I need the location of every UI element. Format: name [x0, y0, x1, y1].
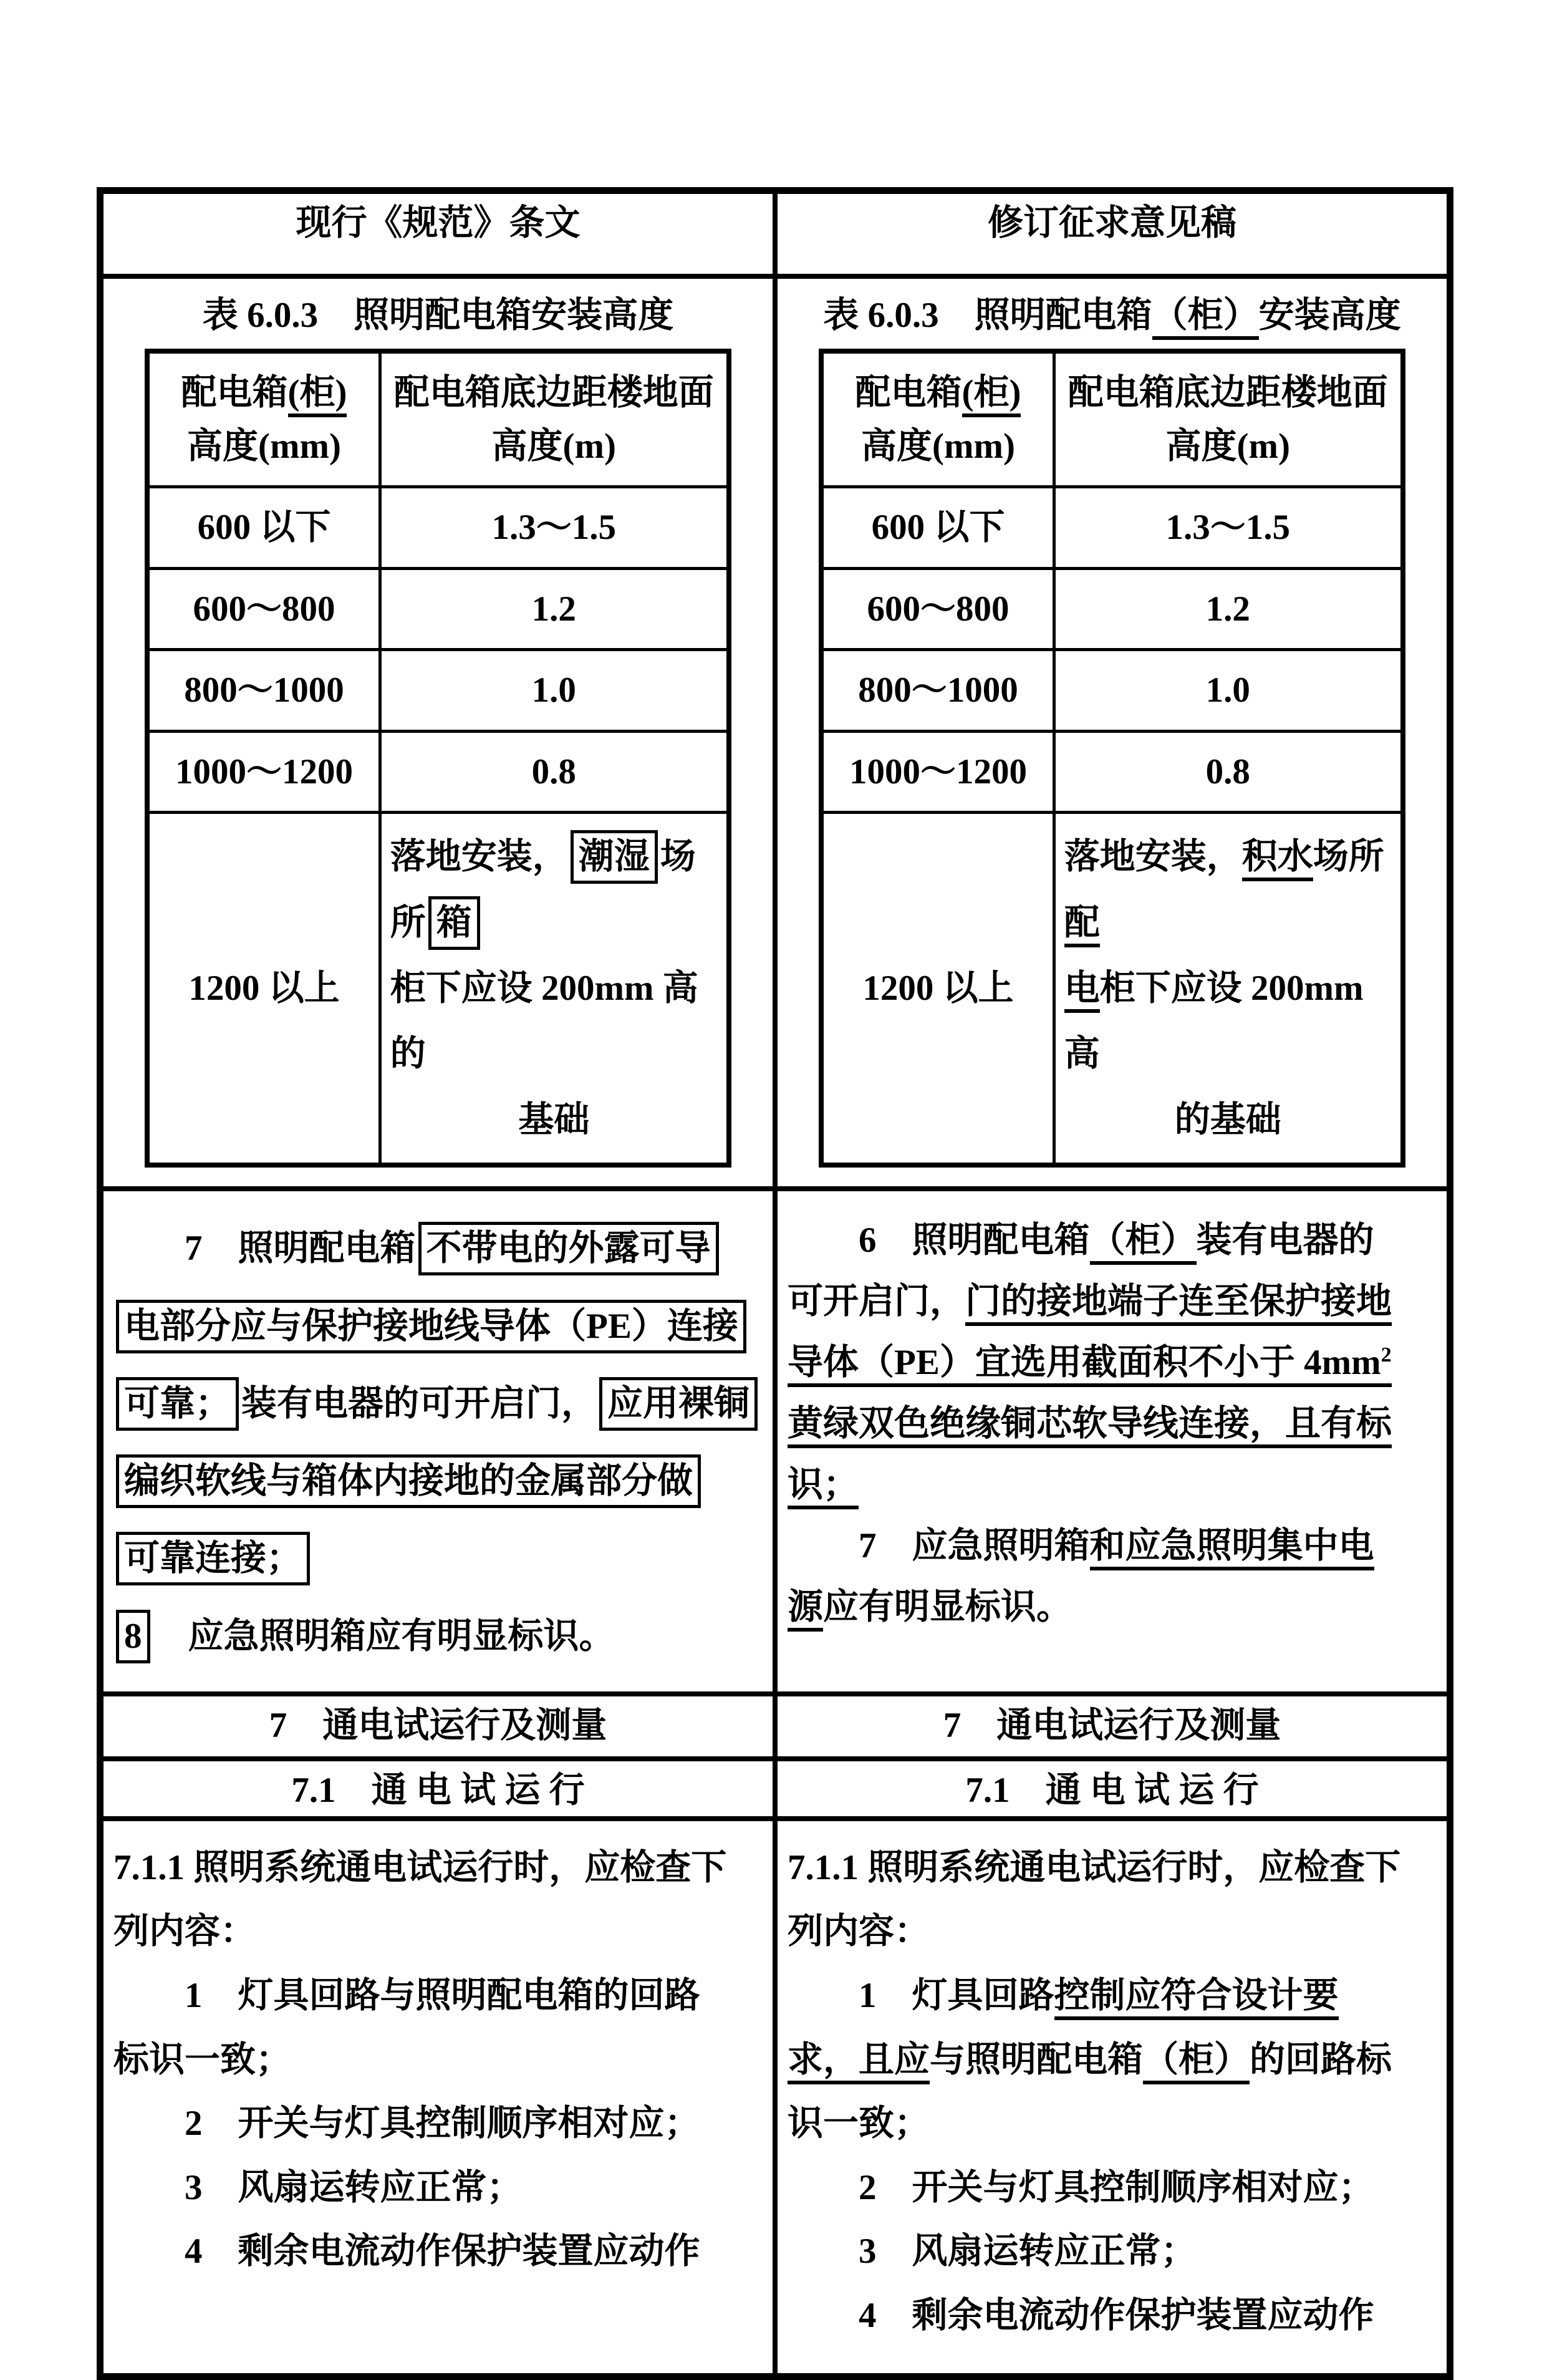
header-row — [100, 191, 1450, 277]
height-cell: 600 以下 — [147, 487, 380, 569]
section-title-row — [100, 1759, 1450, 1819]
chapter-title-row — [100, 1694, 1450, 1759]
height-cell: 1.0 — [380, 650, 729, 732]
height-cell: 0.8 — [1054, 731, 1403, 813]
height-cell: 0.8 — [380, 731, 729, 813]
clause-text-current: 7 照明配电箱 不带电的外露可导 电部分应与保护接地线导体（PE）连接 可靠； 装有电器的可开启门， 应用裸铜 编织软线与箱体内接地的金属部分做 可靠连接； 8 应急照明箱应有明显标识。 — [112, 1191, 764, 1691]
table-row — [821, 650, 1403, 732]
table-row — [821, 731, 1403, 813]
table-row — [821, 568, 1403, 650]
table-row — [821, 487, 1403, 569]
height-col2-header: 配电箱底边距楼地面 高度(m) — [1054, 351, 1403, 487]
height-cell: 1.3～1.5 — [380, 487, 729, 569]
table-row-floor-mounted — [147, 813, 729, 1166]
cell-711-revised — [775, 1819, 1450, 2376]
clause-text-revised: 6 照明配电箱（柜）装有电器的 可开启门，门的接地端子连至保护接地 导体（PE）宜选用截面积不小于 $4mm^2$ 黄绿双色绝缘铜芯软导线连接，且有标 识； 7 应急照明箱和应急照明集中电 源应有明显标识。 — [786, 1191, 1438, 1654]
table-caption-current: 表 6.0.3 照明配电箱安装高度 — [202, 296, 674, 335]
height-col2-header: 配电箱底边距楼地面 高度(m) — [380, 351, 729, 487]
height-cell: 1200 以上 — [147, 813, 380, 1166]
comparison-table — [97, 187, 1453, 2380]
table-row — [147, 568, 729, 650]
header-cell-revised — [775, 191, 1450, 277]
height-table-header-row — [821, 351, 1403, 487]
height-cell: 600～800 — [821, 568, 1054, 650]
height-cell: 1.2 — [1054, 568, 1403, 650]
table-caption-revised: 表 6.0.3 照明配电箱（柜）安装高度 — [786, 279, 1438, 344]
section-title-revised: 7.1 通 电 试 运 行 — [965, 1770, 1259, 1810]
height-cell: 600 以下 — [821, 487, 1054, 569]
section-title-cell-current — [100, 1759, 776, 1819]
chapter-title-cell-revised — [775, 1694, 1450, 1759]
height-cell: 1.0 — [1054, 650, 1403, 732]
table-row — [147, 650, 729, 732]
height-cell: 1.2 — [380, 568, 729, 650]
height-cell: 1.3～1.5 — [1054, 487, 1403, 569]
height-table-revised — [819, 349, 1405, 1168]
chapter-title-cell-current — [100, 1694, 776, 1759]
height-table-header-row — [147, 351, 729, 487]
cell-711-current — [100, 1819, 776, 2376]
height-cell: 800～1000 — [147, 650, 380, 732]
height-table-current — [145, 349, 731, 1168]
cell-clauses-current — [100, 1189, 776, 1694]
chapter-title-revised: 7 通电试运行及测量 — [943, 1705, 1281, 1745]
section-title-current: 7.1 通 电 试 运 行 — [291, 1770, 585, 1810]
column-header-current: 现行《规范》条文 — [296, 203, 581, 243]
height-cell: 1000～1200 — [147, 731, 380, 813]
header-cell-current — [100, 191, 776, 277]
height-cell: 1000～1200 — [821, 731, 1054, 813]
clause-row — [100, 1189, 1450, 1694]
table-row — [147, 731, 729, 813]
clause-711-current: 7.1.1 照明系统通电试运行时，应检查下 列内容： 1 灯具回路与照明配电箱的回路 标识一致； 2 开关与灯具控制顺序相对应； 3 风扇运转应正常； 4 剩余电流动作保护装置应动作 — [113, 1847, 727, 2271]
floor-mounted-note: 落地安装，积水场所配 电柜下应设 200mm 高 的基础 — [1054, 813, 1403, 1166]
chapter-title-current: 7 通电试运行及测量 — [269, 1705, 607, 1745]
height-col1-header: 配电箱(柜) 高度(mm) — [821, 351, 1054, 487]
clause-711-row — [100, 1819, 1450, 2376]
column-header-revised: 修订征求意见稿 — [988, 203, 1236, 243]
cell-height-table-revised — [775, 276, 1450, 1189]
section-title-cell-revised — [775, 1759, 1450, 1819]
floor-mounted-note: 落地安装， 潮湿 场所 箱 柜下应设 200mm 高的 基础 — [380, 813, 729, 1166]
height-col1-header: 配电箱(柜) 高度(mm) — [147, 351, 380, 487]
clause-711-revised: 7.1.1 照明系统通电试运行时，应检查下 列内容： 1 灯具回路控制应符合设计要 求，且应与照明配电箱（柜）的回路标 识一致； 2 开关与灯具控制顺序相对应； 3 风扇运转应正常； 4 剩余电流动作保护装置应动作 — [788, 1847, 1401, 2335]
height-cell: 1200 以上 — [821, 813, 1054, 1166]
cell-height-table-current — [100, 276, 776, 1189]
cell-clauses-revised — [775, 1189, 1450, 1694]
table-row-floor-mounted — [821, 813, 1403, 1166]
table-row — [147, 487, 729, 569]
height-table-row — [100, 276, 1450, 1189]
height-cell: 800～1000 — [821, 650, 1054, 732]
height-cell: 600～800 — [147, 568, 380, 650]
